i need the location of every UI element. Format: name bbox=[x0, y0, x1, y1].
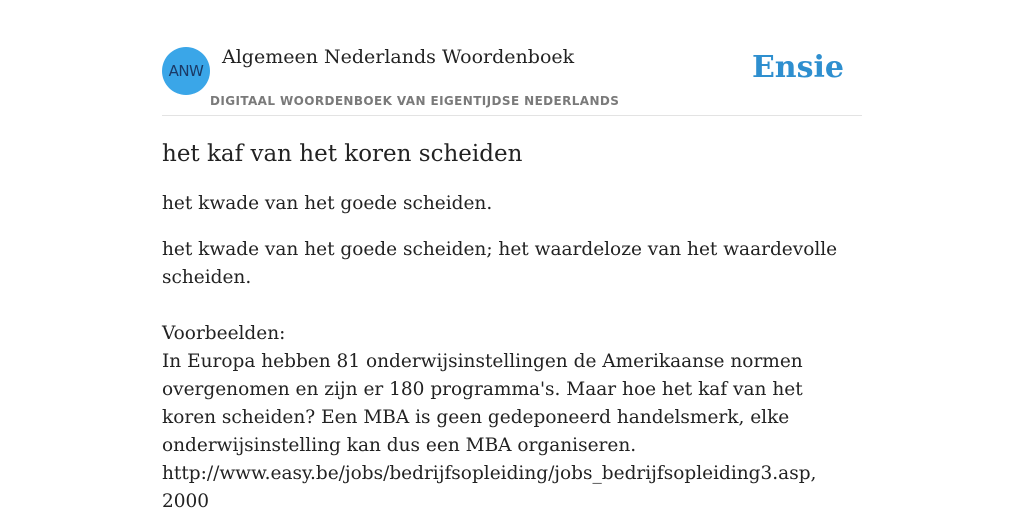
header-divider bbox=[162, 115, 862, 116]
examples-label: Voorbeelden: bbox=[162, 323, 286, 344]
ensie-brand-link[interactable]: Ensie bbox=[751, 50, 844, 85]
site-title[interactable]: Algemeen Nederlands Woordenboek bbox=[222, 46, 575, 68]
entry-content bbox=[162, 138, 852, 516]
example-text: In Europa hebben 81 onderwijsinstellingen de Amerikaanse normen overgenomen en zijn er 180 programma's. Maar hoe het kaf van het koren scheiden? Een MBA is geen gedeponeerd handelsmerk, elke onderwijsinstelling kan dus een MBA organiseren. bbox=[162, 351, 803, 456]
site-header bbox=[162, 44, 862, 116]
example-source: http://www.easy.be/jobs/bedrijfsopleiding/jobs_bedrijfsopleiding3.asp, 2000 bbox=[162, 463, 817, 512]
examples-section bbox=[162, 320, 852, 516]
anw-logo[interactable]: ANW bbox=[162, 47, 210, 95]
long-definition: het kwade van het goede scheiden; het waardeloze van het waardevolle scheiden. bbox=[162, 239, 838, 288]
entry-title: het kaf van het koren scheiden bbox=[162, 141, 523, 167]
short-definition: het kwade van het goede scheiden. bbox=[162, 193, 493, 214]
site-subtitle: DIGITAAL WOORDENBOEK VAN EIGENTIJDSE NEDERLANDS bbox=[210, 94, 620, 108]
